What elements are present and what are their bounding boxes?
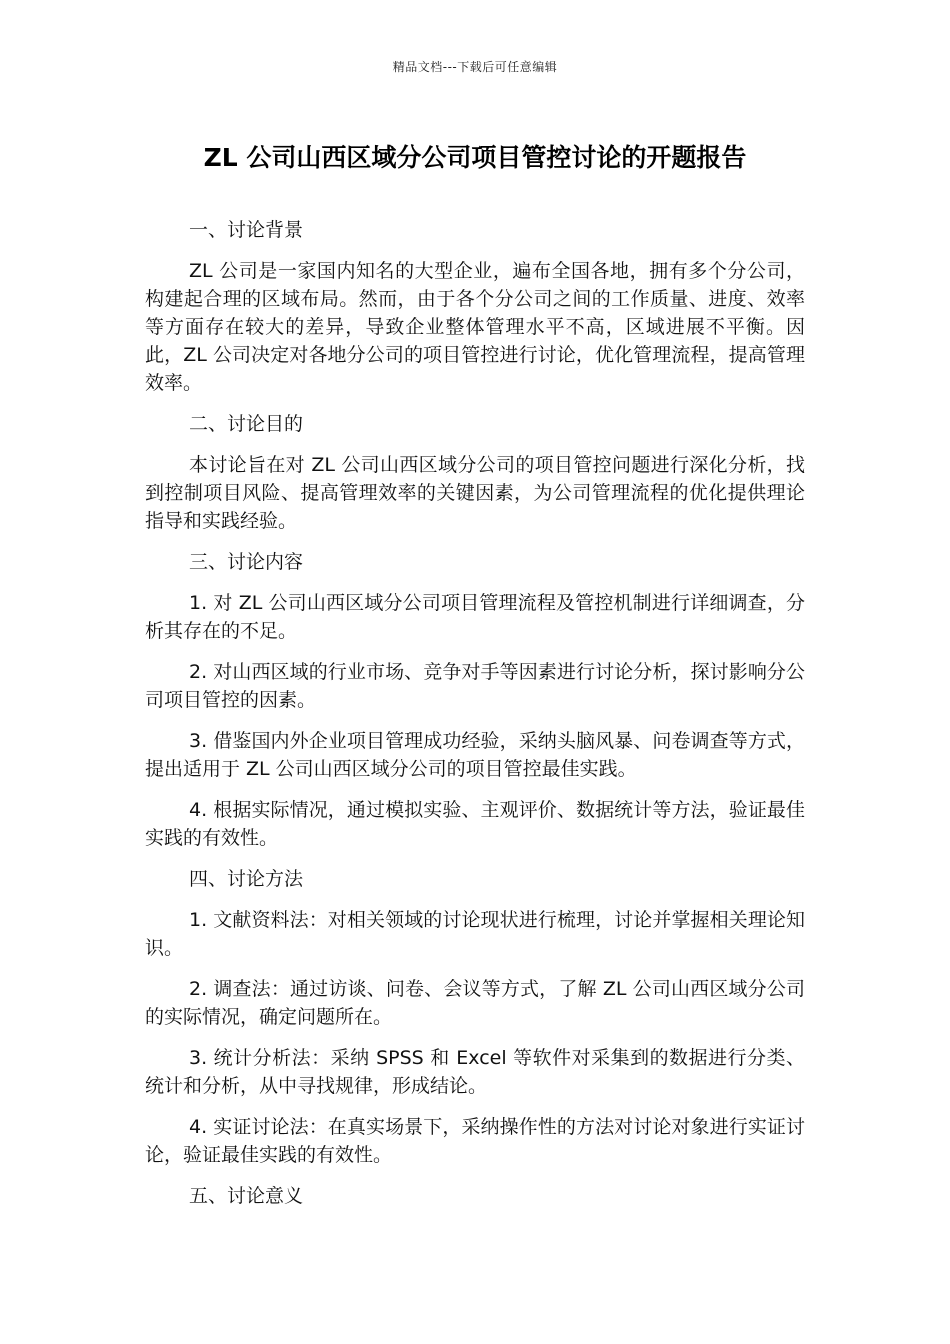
content-item-1: 1. 对 ZL 公司山西区域分公司项目管理流程及管控机制进行详细调查，分析其存在的不足。 (145, 592, 805, 642)
section-heading-purpose: 二、讨论目的 (189, 413, 304, 435)
method-item-2: 2. 调查法：通过访谈、问卷、会议等方式，了解 ZL 公司山西区域分公司的实际情况，确定问题所在。 (145, 978, 805, 1028)
document-body (145, 216, 805, 1223)
content-item-2: 2. 对山西区域的行业市场、竞争对手等因素进行讨论分析，探讨影响分公司项目管控的因素。 (145, 661, 805, 711)
method-item-1: 1. 文献资料法：对相关领域的讨论现状进行梳理，讨论并掌握相关理论知识。 (145, 909, 805, 959)
page-header-note: 精品文档---下载后可任意编辑 (392, 60, 558, 74)
content-item-3: 3. 借鉴国内外企业项目管理成功经验，采纳头脑风暴、问卷调查等方式，提出适用于 ZL 公司山西区域分公司的项目管控最佳实践。 (145, 730, 805, 780)
document-title: ZL 公司山西区域分公司项目管控讨论的开题报告 (203, 143, 747, 172)
method-item-3: 3. 统计分析法：采纳 SPSS 和 Excel 等软件对采集到的数据进行分类、统计和分析，从中寻找规律，形成结论。 (145, 1047, 805, 1097)
section-heading-background: 一、讨论背景 (189, 219, 304, 241)
content-item-4: 4. 根据实际情况，通过模拟实验、主观评价、数据统计等方法，验证最佳实践的有效性。 (145, 799, 805, 849)
section-heading-methods: 四、讨论方法 (189, 868, 304, 890)
paragraph-purpose: 本讨论旨在对 ZL 公司山西区域分公司的项目管控问题进行深化分析，找到控制项目风险、提高管理效率的关键因素，为公司管理流程的优化提供理论指导和实践经验。 (145, 454, 805, 532)
method-item-4: 4. 实证讨论法：在真实场景下，采纳操作性的方法对讨论对象进行实证讨论，验证最佳实践的有效性。 (145, 1116, 805, 1166)
paragraph-background: ZL 公司是一家国内知名的大型企业，遍布全国各地，拥有多个分公司，构建起合理的区域布局。然而，由于各个分公司之间的工作质量、进度、效率等方面存在较大的差异，导致企业整体管理水平不高，区域进展不平衡。因此，ZL 公司决定对各地分公司的项目管控进行讨论，优化管理流程，提高管理效率。 (145, 260, 805, 394)
section-heading-content: 三、讨论内容 (189, 551, 304, 573)
section-heading-significance: 五、讨论意义 (189, 1185, 304, 1207)
